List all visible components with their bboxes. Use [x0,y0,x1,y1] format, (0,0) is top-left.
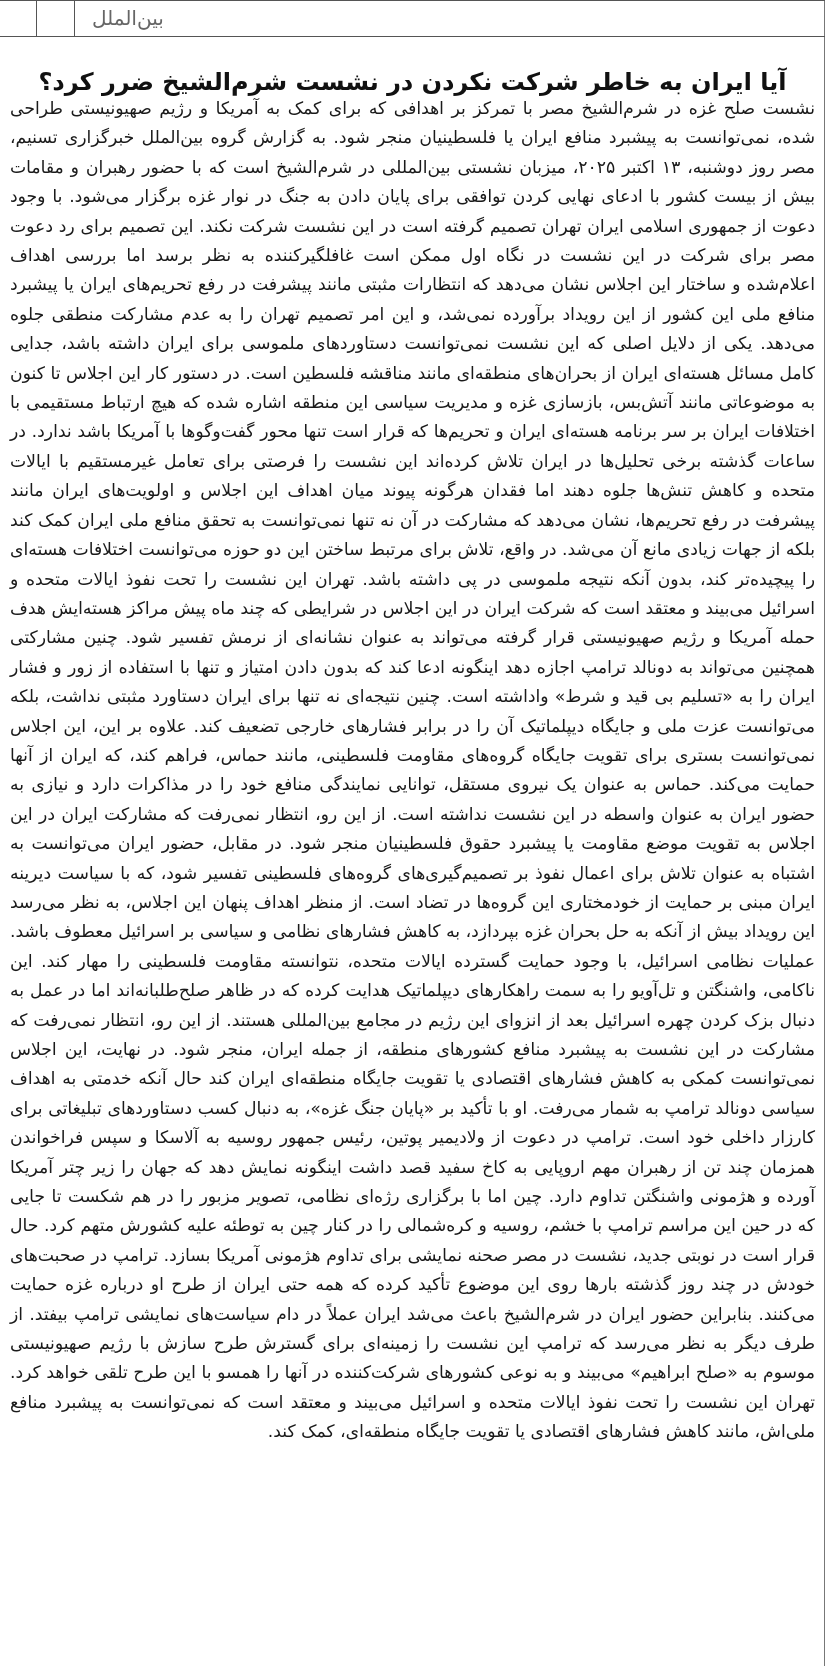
section-header [0,0,825,37]
article-title: آیا ایران به خاطر شرکت نکردن در نشست شرم‌الشیخ ضرر کرد؟ [38,68,787,97]
header-divider [74,1,75,37]
article-paragraph: نشست صلح غزه در شرم‌الشیخ مصر با تمرکز بر اهدافی که برای کمک به آمریکا و رژیم صهیونیستی طراحی شده، نمی‌توانست به پیشبرد منافع ایران یا فلسطینیان منجر شود. به گزارش گروه بین‌الملل خبرگزاری تسنیم، مصر روز دوشنبه، ۱۳ اکتبر ۲۰۲۵، میزبان نشستی بین‌المللی در شرم‌الشیخ است که با حضور رهبران و مقامات بیش از بیست کشور با ادعای نهایی کردن توافقی برای پایان دادن به جنگ در نوار غزه برگزار می‌شود. با وجود دعوت از جمهوری اسلامی ایران تهران تصمیم گرفته است در این نشست شرکت نکند. این تصمیم برای رد دعوت مصر برای شرکت در این نشست در نگاه اول ممکن است غافلگیرکننده به نظر برسد اما بررسی اهداف اعلام‌شده و ساختار این اجلاس نشان می‌دهد که انتظارات مثبتی مانند پیشرفت در رفع تحریم‌های ایران یا پیشبرد منافع ملی این کشور از این رویداد برآورده نمی‌شد، و این امر تصمیم تهران را به عدم مشارکت منطقی جلوه می‌دهد. یکی از دلایل اصلی که این نشست نمی‌توانست دستاوردهای ملموسی برای ایران داشته باشد، جدایی کامل مسائل هسته‌ای ایران از بحران‌های منطقه‌ای مانند مناقشه فلسطین است. در دستور کار این اجلاس تا کنون به موضوعاتی مانند آتش‌بس، بازسازی غزه و مدیریت سیاسی این منطقه اشاره شده که هیچ ارتباط مستقیمی با اختلافات ایران بر سر برنامه هسته‌ای ایران و تحریم‌ها که قرار است تنها محور گفت‌وگوها با آمریکا باشد ندارد. در ساعات گذشته برخی تحلیل‌ها در ایران تلاش کرده‌اند این نشست را فرصتی برای تعامل غیرمستقیم با ایالات متحده و کاهش تنش‌ها جلوه دهند اما فقدان هرگونه پیوند میان اهداف این اجلاس و اولویت‌های ایران مانند پیشرفت در رفع تحریم‌ها، نشان می‌دهد که مشارکت در آن نه تنها نمی‌توانست به تحقق منافع ملی ایران کمک کند بلکه از جهات زیادی مانع آن می‌شد. در واقع، تلاش برای مرتبط ساختن این دو حوزه می‌توانست اختلافات هسته‌ای را پیچیده‌تر کند، بدون آنکه نتیجه ملموسی در پی داشته باشد. تهران این نشست را تحت نفوذ ایالات متحده و اسرائیل می‌بیند و معتقد است که شرکت ایران در این اجلاس در شرایطی که چند ماه پیش مراکز هسته‌ایش هدف حمله آمریکا و رژیم صهیونیستی قرار گرفته می‌تواند به عنوان نشانه‌ای از نرمش تفسیر شود. چنین مشارکتی همچنین می‌تواند به دونالد ترامپ اجازه دهد اینگونه ادعا کند که بدون دادن امتیاز و تنها با استفاده از زور و فشار ایران را به «تسلیم بی قید و شرط» واداشته است. چنین نتیجه‌ای نه تنها برای ایران دستاورد مثبتی نداشت، بلکه می‌توانست عزت ملی و جایگاه دیپلماتیک آن را در برابر فشارهای خارجی تضعیف کند. علاوه بر این، این اجلاس نمی‌توانست بستری برای تقویت جایگاه گروه‌های مقاومت فلسطینی، مانند حماس، فراهم کند، که ایران از آنها حمایت می‌کند. حماس به عنوان یک نیروی مستقل، توانایی نمایندگی منافع خود را در مذاکرات دارد و نیازی به حضور ایران به عنوان واسطه در این نشست نداشته است. از این رو، انتظار نمی‌رفت که مشارکت ایران در این اجلاس به تقویت موضع مقاومت یا پیشبرد حقوق فلسطینیان منجر شود. در مقابل، حضور ایران می‌توانست به اشتباه به عنوان تلاش برای اعمال نفوذ بر تصمیم‌گیری‌های گروه‌های فلسطینی تفسیر شود، که با سیاست دیرینه ایران مبنی بر حمایت از خودمختاری این گروه‌ها در تضاد است. از منظر اهداف پنهان این اجلاس، به نظر می‌رسد این رویداد بیش از آنکه به حل بحران غزه بپردازد، به کاهش فشارهای نظامی و سیاسی بر اسرائیل معطوف باشد. عملیات نظامی اسرائیل، با وجود حمایت گسترده ایالات متحده، نتوانسته مقاومت فلسطینی را مهار کند. این ناکامی، واشنگتن و تل‌آویو را به سمت راهکارهای دیپلماتیک هدایت کرده که در ظاهر صلح‌طلبانه‌اند اما در عمل به دنبال بزک کردن چهره اسرائیل بعد از انزوای این رژیم در مجامع بین‌المللی هستند. از این رو، انتظار نمی‌رفت که مشارکت در این نشست به پیشبرد منافع کشورهای منطقه، از جمله ایران، منجر شود. در نهایت، این اجلاس نمی‌توانست کمکی به کاهش فشارهای اقتصادی یا تقویت جایگاه منطقه‌ای ایران کند حال آنکه خدمتی به اهداف سیاسی دونالد ترامپ به شمار می‌رفت. او با تأکید بر «پایان جنگ غزه»، به دنبال کسب دستاوردهای تبلیغاتی برای کارزار داخلی خود است. ترامپ در دعوت از ولادیمیر پوتین، رئیس جمهور روسیه به آلاسکا و سپس فراخواندن همزمان چند تن از رهبران مهم اروپایی به کاخ سفید قصد داشت اینگونه نمایش دهد که جهان را زیر چتر آمریکا آورده و هژمونی واشنگتن تداوم دارد. چین اما با برگزاری رژه‌ای نظامی، تصویر مزبور را در هم شکست تا جایی که در حین این مراسم ترامپ با خشم، روسیه و کره‌شمالی را در کنار چین به توطئه علیه کشورش متهم کرد. حال قرار است در نوبتی جدید، نشست در مصر صحنه نمایشی برای تداوم هژمونی آمریکا بسازد. ترامپ در صحبت‌های خودش در چند روز گذشته بارها روی این موضوع تأکید کرده که همه حتی ایران از طرح او درباره غزه حمایت می‌کنند. بنابراین حضور ایران در شرم‌الشیخ باعث می‌شد ایران عملاً در دام سیاست‌های نمایشی ترامپ بیفتد. از طرف دیگر به نظر می‌رسد که ترامپ این نشست را زمینه‌ای برای گسترش طرح سازش با رژیم صهیونیستی موسوم به «صلح ابراهیم» می‌بیند و به نوعی کشورهای شرکت‌کننده در آنها را همسو با این طرح تلقی خواهد کرد. تهران این نشست را تحت نفوذ ایالات متحده و اسرائیل می‌بیند و معتقد است که نمی‌توانست به پیشبرد منافع ملی‌اش، مانند کاهش فشارهای اقتصادی یا تقویت جایگاه منطقه‌ای، کمک کند. [10,99,816,1443]
section-label: بین‌الملل [92,6,164,30]
header-divider [36,1,37,37]
page-right-border [824,0,825,1666]
article-body [10,95,815,1448]
